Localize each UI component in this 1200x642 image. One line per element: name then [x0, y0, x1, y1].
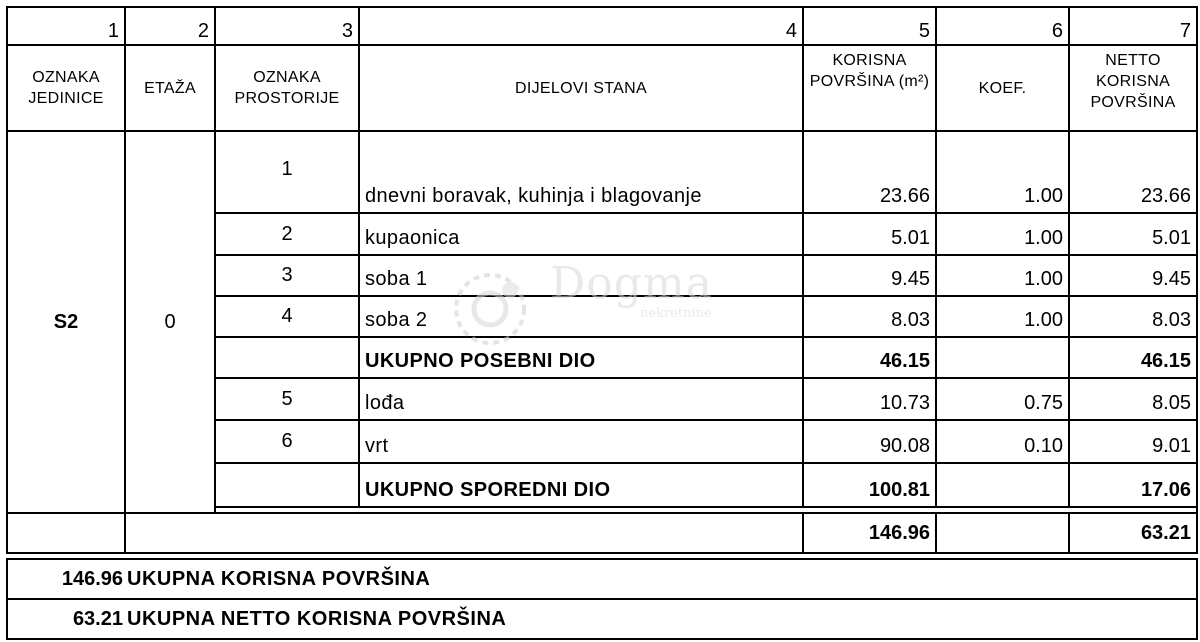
header-koef: KOEF. — [936, 45, 1069, 131]
col-number: 1 — [7, 7, 125, 45]
room-netto: 23.66 — [1069, 131, 1197, 213]
room-netto: 9.01 — [1069, 420, 1197, 463]
room-koef: 1.00 — [936, 213, 1069, 255]
room-name: vrt — [359, 420, 803, 463]
posebni-total-area: 46.15 — [803, 337, 936, 378]
table-row — [7, 131, 1197, 213]
room-koef: 1.00 — [936, 296, 1069, 337]
room-number: 6 — [215, 420, 359, 463]
header-korisna-povrsina-text: KORISNA POVRŠINA (m²) — [809, 52, 930, 90]
header-oznaka-prostorije: OZNAKA PROSTORIJE — [215, 45, 359, 131]
area-table — [6, 6, 1198, 640]
watermark-sub: nekretnine — [640, 306, 712, 321]
room-netto: 8.03 — [1069, 296, 1197, 337]
room-area: 8.03 — [803, 296, 936, 337]
header-netto-text: NETTO KORISNA POVRŠINA — [1090, 52, 1176, 111]
header-dijelovi-stana: DIJELOVI STANA — [359, 45, 803, 131]
empty-cell — [936, 513, 1069, 553]
room-name: soba 2 — [359, 296, 803, 337]
watermark-brand: Dogma — [550, 258, 713, 309]
room-area: 5.01 — [803, 213, 936, 255]
col-number: 5 — [803, 7, 936, 45]
header-row — [7, 45, 1197, 131]
room-netto: 5.01 — [1069, 213, 1197, 255]
room-area: 10.73 — [803, 378, 936, 420]
header-korisna-povrsina — [803, 45, 936, 131]
empty-cell — [215, 463, 359, 507]
posebni-total-label: UKUPNO POSEBNI DIO — [359, 337, 803, 378]
col-number: 2 — [125, 7, 215, 45]
summary-label: UKUPNA NETTO KORISNA POVRŠINA — [125, 599, 1197, 639]
grand-total-netto: 63.21 — [1069, 513, 1197, 553]
room-netto: 9.45 — [1069, 255, 1197, 296]
col-number: 3 — [215, 7, 359, 45]
grand-total-row — [7, 513, 1197, 553]
summary-value: 63.21 — [7, 599, 125, 639]
col-number: 6 — [936, 7, 1069, 45]
summary-value: 146.96 — [7, 559, 125, 599]
room-name: dnevni boravak, kuhinja i blagovanje — [359, 131, 803, 213]
grand-total-area: 146.96 — [803, 513, 936, 553]
floor-value: 0 — [125, 131, 215, 513]
room-koef: 1.00 — [936, 131, 1069, 213]
room-koef: 0.75 — [936, 378, 1069, 420]
summary-label: UKUPNA KORISNA POVRŠINA — [125, 559, 1197, 599]
room-area: 9.45 — [803, 255, 936, 296]
header-oznaka-jedinice: OZNAKA JEDINICE — [7, 45, 125, 131]
room-area: 90.08 — [803, 420, 936, 463]
room-name: kupaonica — [359, 213, 803, 255]
room-number: 4 — [215, 296, 359, 337]
col-number: 4 — [359, 7, 803, 45]
room-netto: 8.05 — [1069, 378, 1197, 420]
room-number: 2 — [215, 213, 359, 255]
room-koef: 1.00 — [936, 255, 1069, 296]
empty-cell — [936, 337, 1069, 378]
room-number: 1 — [215, 131, 359, 213]
room-name: soba 1 — [359, 255, 803, 296]
sporedni-total-label: UKUPNO SPOREDNI DIO — [359, 463, 803, 507]
posebni-total-netto: 46.15 — [1069, 337, 1197, 378]
room-area: 23.66 — [803, 131, 936, 213]
room-koef: 0.10 — [936, 420, 1069, 463]
room-number: 5 — [215, 378, 359, 420]
header-netto — [1069, 45, 1197, 131]
sporedni-total-area: 100.81 — [803, 463, 936, 507]
col-number: 7 — [1069, 7, 1197, 45]
empty-cell — [7, 513, 125, 553]
room-name: lođa — [359, 378, 803, 420]
empty-cell — [125, 513, 803, 553]
empty-cell — [215, 337, 359, 378]
summary-row — [7, 599, 1197, 639]
header-etaza: ETAŽA — [125, 45, 215, 131]
unit-label: S2 — [7, 131, 125, 513]
room-number: 3 — [215, 255, 359, 296]
sporedni-total-netto: 17.06 — [1069, 463, 1197, 507]
column-number-row — [7, 7, 1197, 45]
empty-cell — [936, 463, 1069, 507]
summary-row — [7, 559, 1197, 599]
